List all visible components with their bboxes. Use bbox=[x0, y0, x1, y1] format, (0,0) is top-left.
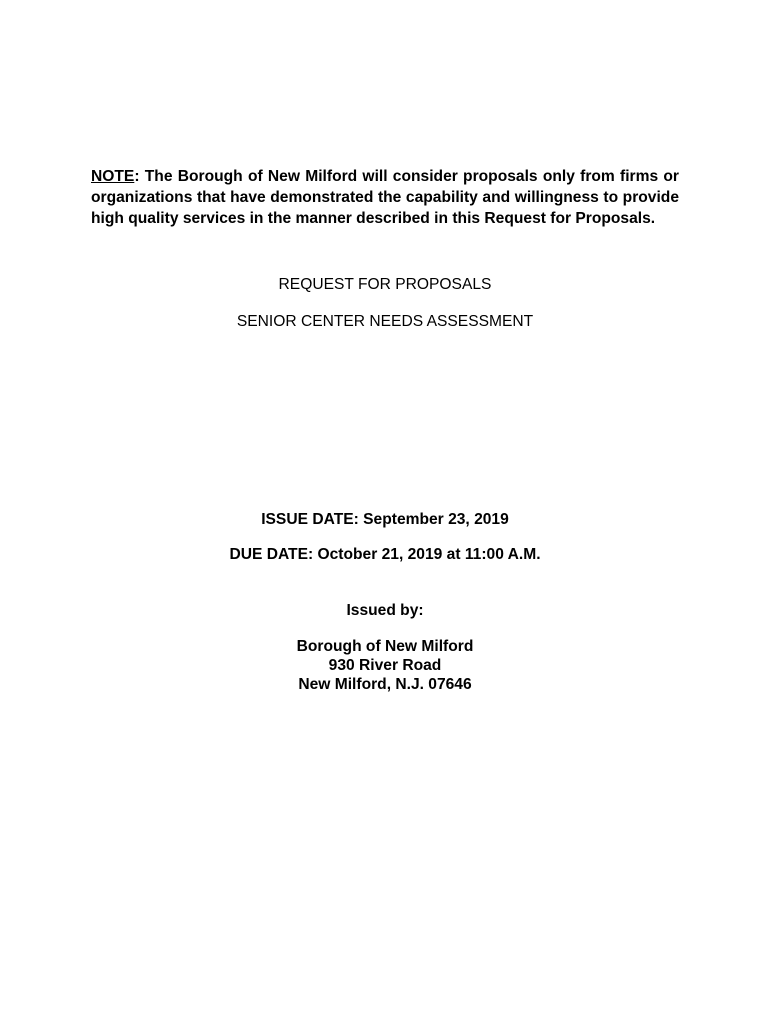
due-date: DUE DATE: October 21, 2019 at 11:00 A.M. bbox=[229, 546, 541, 563]
issuer-city: New Milford, N.J. 07646 bbox=[298, 676, 472, 693]
issue-date: ISSUE DATE: September 23, 2019 bbox=[261, 511, 509, 528]
rfp-title: REQUEST FOR PROPOSALS bbox=[278, 276, 492, 293]
note-paragraph bbox=[91, 166, 679, 229]
note-text: : The Borough of New Milford will consider proposals only from firms or organizations that have demonstrated the capability and willingness to provide high quality services in the manner described in this Request for Proposals. bbox=[91, 168, 679, 227]
note-label: NOTE bbox=[91, 168, 135, 185]
rfp-subtitle: SENIOR CENTER NEEDS ASSESSMENT bbox=[236, 313, 534, 330]
issuer-name: Borough of New Milford bbox=[296, 638, 474, 655]
issuer-street: 930 River Road bbox=[328, 657, 442, 674]
issued-by-label: Issued by: bbox=[346, 602, 424, 619]
